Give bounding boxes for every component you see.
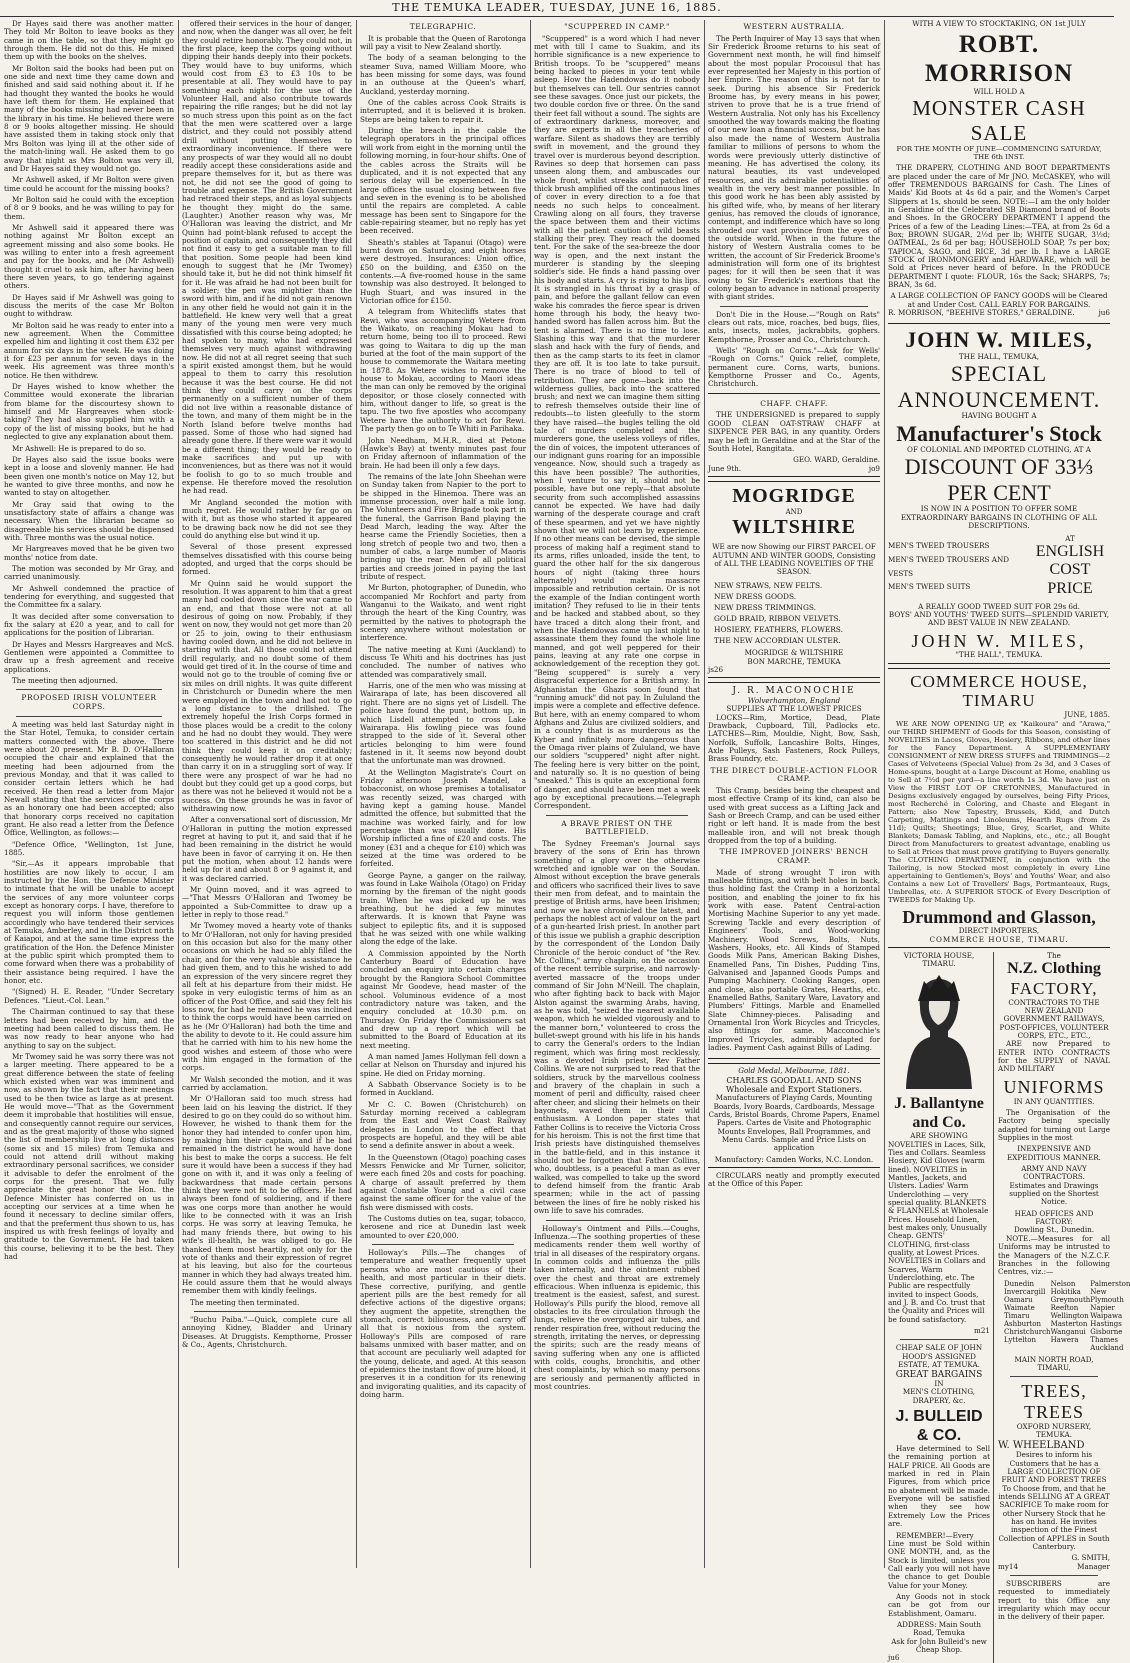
paragraph: George Payne, a ganger on the railway, was found in Lake Waihola (Otago) on Friday morning by the fireman of the night goods train. When he was picked up he was breathing, but he died a few minutes afterwards. It is known that Payne was subject to epileptic fits, and it is supposed that he was seized with one while walking along the edge of the lake. [360,870,526,947]
paragraph: Mr Bolton said he could with the exception of 8 or 9 books, and he was willing to pay for them. [4,194,174,221]
bulleid-exchange: Any Goods not in stock can be got from our Establishment, Oamaru. [888,1591,990,1618]
nz-clothing-ad [998,951,1130,1663]
lower-ad-row [888,951,1130,1663]
list-item: GOLD BRAID, RIBBON VELVETS. [714,614,841,624]
ballantyne-title: J. Ballantyne [894,1095,984,1113]
column-1 [4,20,174,1568]
chaff-signature: GEO. WARD, Geraldine. [793,455,880,465]
paragraph: offered their services in the hour of danger, and now, when the danger was all over, he felt they could retire honorably. They could not, in the first place, keep the corps going without dipping their hands deeply into their pockets. They would have to buy uniforms, which would cost from £3 to £3 10s to be presentable at all. They would have to pay something each night for the use of the Volunteer Hall, and also contribute towards repairing the rifle ranges; but he did not lay so much stress upon this point as on the fact that the men were scattered over a large district, and they could not possibly attend drill without putting themselves to extraordinary inconvenience. If there were any prospects of war they would all no doubt readily accept these considerations aside and prepare themselves for it, but as there was not, he did not see the good of going to trouble and expense. The British Government had retraced their steps, and as loyal subjects he thought they might do the same. (Laughter.) Another reason why was, Mr O'Halloran was leaving the district, and Mr Quinn had point-blank refused to accept the position of captain, and consequently they did not find it easy to get a suitable man to fill that position. Some people had been kind enough to suggest that he (Mr Twomey) should take it, but he did not think himself fit for it. He was afraid he had not been built for a soldier; the pen was mightier than the sword with him, and if he did not gain renown in any other field he would not gain it in the battlefield. He knew very well that a great many of the young men were very much dissatisfied with this course being adopted; he had spoken to many, who had expressed themselves very much against withdrawing now. He did not at all regret seeing that such a spirit existed amongst them, but he would appeal to them to carry this resolution because it was the best course. He did not think they could carry on the corps permanently on a sufficient number of them did not live within a reasonable distance of the town, and many of them might be in the North Island before twelve months had passed. Some of those who had signed had already gone there. If there were war it would be a different thing; they would be ready to make sacrifices and put up with inconveniences, but as there was not it would be foolish to go to so much trouble and expense. He therefore moved the resolution he had read. [182,19,352,496]
paragraph: The motion was seconded by Mr Gray, and carried unanimously. [4,563,174,582]
nz-the: The [1047,951,1061,961]
town-column [1004,1280,1051,1353]
column-2 [182,20,352,1568]
subscribers-notice: SUBSCRIBERS are requested to immediately report to this Office any irregularity which may occur in the delivery of their paper. [998,1579,1110,1622]
commerce-date: JUNE, 1885. [1064,710,1110,720]
commerce-house-ad [888,668,1110,948]
town-name: Hastings [1090,1320,1122,1329]
divider [194,1311,340,1312]
monster-cash-sale: MONSTER CASH SALE [912,96,1086,145]
mogridge-signature: MOGRIDGE & WILTSHIRE [744,648,844,658]
stocktaking-line: WITH A VIEW TO STOCKTAKING, ON 1st JULY [912,19,1086,28]
bench-cramp-body: Made of strong wrought T iron with malleable fittings, and with belt holes in back, thus holding fast the Cramp in a horizontal position, and enabling the joiner to fix his work with ease. Patent Central-action Mortising Machine Superior to any yet made. Screwing Tackle and every description of Engineers' Tools, and Wood-working Machinery. Wood Screws, Bolts, Nuts, Washers, Hooks, etc. All Kinds of Stamped Goods Milk Pans, American Baking Dishes, Enamelled Pans, Tin Dishes, Pudding Tins, Galvanised and Japanned Goods Pumps and Pumping Machinery. Cooking Ranges, open and close, also portable Grates, Hearths, etc. Enamelled Baths, Sanitary Ware, Lavatory and Plumbers' Fittings. Marble and Enamelled Slate Chimney-pieces. Palisading and Ornamental Iron Work Bicycles and Tricycles, also fittings for same. Macconochie's Improved Tricycles, admirably adapted for ladies. Payment Cash against Bills of Lading. [708,867,880,1052]
miles-signature: JOHN W. MILES, [911,630,1087,651]
victoria-house-heading: VICTORIA HOUSE, TIMARU. [903,951,975,969]
column-4 [534,20,700,1568]
bulleid-ask: Ask for John Bulleid's new Cheap Shop. [891,1636,987,1654]
miles-cost-price: COST PRICE [1047,561,1093,597]
floor-cramp-body: This Cramp, besides being the cheapest and most effective Cramp of its kind, can also be used with great success as a Lifting Jack and Sash or Breech Cramp, and can be used either right or left hand. It is made from the best malleable iron, and will not break though dropped from the top of a building. [708,785,880,846]
ballantyne-code: m21 [974,1326,990,1336]
trees-signature: G. SMITH, [1071,1553,1110,1563]
nz-inexpensive: INEXPENSIVE AND EXPEDITIOUS MANNER. [1007,1144,1101,1162]
town-name: Ashburton [1004,1320,1042,1329]
column-3 [360,20,526,1568]
special-announcement: SPECIAL ANNOUNCEMENT. [897,361,1101,412]
nz-estimates: Estimates and Drawings supplied on the Shortest Notice. [1009,1180,1099,1207]
queen-portrait-image [904,971,974,1091]
paragraph: Mr Twomey said he was sorry there was not a larger meeting. There appeared to be a great difference between the state of feeling which existed when war was imminent and now, as shown by the fact that their meetings used to be then twice as large as at present. He would move—"That as the Government deem it improbable that hostilities will ensue, and consequently cannot require our services, and as the great majority of those who signed the list of membership live at long distances (some six and 15 miles) from Temuka and could not attend drill without making extraordinary personal sacrifices, we consider it advisable to defer the enrolment of the corps for the present. That we fully appreciate the great honor the Hon. the Defence Minister has conferred on us in accepting our services at a time when he found it necessary to decline similar offers, and that the preferment thus shown to us, has inspired us with fresh feelings of loyalty and gratitude to the Government. He had taken this course, believing it to be the best. They had [4,1051,174,1262]
chaff-heading: CHAFF. CHAFF. [760,398,828,408]
town-column [1051,1280,1091,1353]
chaff-date: June 9th. [708,463,742,473]
town-name: Thames [1090,1336,1119,1345]
paragraph: Mr Ashwell said it appeared there was nothing against Mr Bolton except an agreement missing and also some books. He was willing to enter into a fresh agreement and pay for the books, and he (Mr Ashwell) thought it cruel to ask him, after having been there seven years, to go tendering against others. [4,222,174,291]
town-name: Greymouth [1050,1295,1091,1304]
paragraph: A Sabbath Observance Society is to be formed in Auckland. [360,1079,526,1098]
ballantyne-co: and Co. [912,1113,966,1131]
miles-name: JOHN W. MILES, [905,327,1093,353]
town-name: New Plymouth [1090,1287,1124,1304]
maconochie-title: J. R. MACONOCHIE [732,686,856,697]
holloway-ointment-ad: Holloway's Ointment and Pills.—Coughs, Influenza.—The soothing properties of these medicaments render them well worthy of trial in all diseases of the respiratory organs. In common colds and influenza the pills taken internally, and the ointment rubbed over the chest and throat are extremely efficacious. When influenza is epidemic, this treatment is the easiest, safest, and surest. Holloway's Pills purify the blood, remove all obstacles to its free circulation through the lungs, relieve the overgorged air tubes, and render respiration free, without reducing the strength, irritating the nerves, or depressing the spirits; such are the ready means of saving suffering when any one is afflicted with colds, coughs, bronchitis, and other chest complaints, by which so many persons are seriously and permanently afflicted in most countries. [534,1223,700,1392]
divider [546,1220,688,1221]
holloway-pills-ad: Holloway's Pills.—The changes of temperature and weather frequently upset persons who are most cautious of their health, and most particular in their diets. These corrective, purifying, and gentle aperient pills are the best remedy for all defective actions of the digestive organs; they augment the appetite, strengthen the stomach, correct biliousness, and carry off all that is noxious from the system. Holloway's Pills are composed of rare balsams unmixed with baser matter, and on that account are peculiarly well adapted for the young, delicate, and aged. At this season of epidemics the instant flow of pure blood, it preserves it in a condition for its renewing and invigorating qualities, and its capacity of doing harm. [360,1248,526,1399]
paragraph: Mr O'Halloran said too much stress had been laid on his leaving the district. If they desired to go on they could do so without him. However, he wished to thank them for the honor they had intended to confer upon him, by making him their captain, and if he had remained in the district he would have done his best to make the corps a success. He felt sure it would have been a success if they had gone on with it, and it was only a feeling of backwardness that made certain persons think they were not fit to be officers. He had always been fond of soldiering, and if there was one corps more than another he would like to be connected with it was an Irish corps. He was sorry at leaving Temuka, he had many friends there, but owing to his wife's ill-health, he was obliged to go. He thanked them most heartily, not only for the vote of thanks and their expression of regret at his leaving, but also for the courteous manner in which they had always treated him. He could assure them that he would always remember them with kindly feelings. [182,1094,352,1296]
paragraph: Sheath's stables at Tapanui (Otago) were burnt down on Saturday, and eight horses were destroyed. Insurances: Union office, £50 on the building, and £350 on the contents.—A five-roomed house in the same township was also destroyed. It belonged to Hugh Stuart, and was insured in the Victorian office for £150. [360,237,526,305]
western-australia-article [708,35,880,302]
column-rule [704,20,705,1568]
library-report [4,20,174,685]
paragraph: After a conversational sort of discussion, Mr O'Halloran in putting the motion expressed regret at having to put it, and said that if he had been remaining in the district he would have been in favor of carrying it on. He then put the motion, when about 12 hands were held up for it and about 8 or 9 against it, and it was declared carried. [182,815,353,883]
town-name: Oamaru [1004,1295,1033,1304]
nz-dunedin: Dowling St., Dunedin. [1013,1225,1095,1235]
mogridge-title: MOGRIDGE [732,484,856,507]
drummond-sub: DIRECT IMPORTERS, [958,926,1040,936]
ballantyne-ad [888,952,994,1663]
miles-items [888,539,1030,594]
divider [1010,1575,1098,1576]
town-name: Dunedin [1004,1279,1034,1288]
miles-english: ENGLISH [1035,542,1105,560]
town-name: Hawera [1050,1336,1079,1345]
nz-uniforms: UNIFORMS [1003,1076,1105,1097]
paragraph: In the Queenstown (Otago) poaching cases Messrs Fenwicke and Mr Turner, solicitor, were each fined 20s and costs for poaching. A charge of assault preferred by them against Constable Young and a civil case against the same officer for the value of the fish were dismissed with costs. [360,1152,526,1212]
town-name: Napier [1090,1303,1115,1312]
paragraph: John Needham, M.H.R., died at Petone (Hawke's Bay) at twenty minutes past four on Friday afternoon of inflammation of the brain. He had been ill only a few days. [360,435,526,470]
paragraph: "Sir,—As it appears improbable that hostilities are now likely to occur, I am instructed by the Hon. the Defence Minister to intimate that he will be unable to accept the services of any more volunteer corps except as honorary corps. I have, therefore to request you will inform those gentlemen accordingly who have tendered their services at Temuka, Amberley, and in the District north of Kaiapoi, and at the same time express the gratification of the Hon. the Defence Minister at the public spirit which prompted them to come forward when there was a probability of their assistance being required. I have the honor, etc. [4,859,174,986]
wiltshire-title: WILTSHIRE [732,516,856,539]
nz-clothing-title: N.Z. Clothing [1007,960,1101,978]
irish-corps-continued [182,20,352,1307]
paragraph: Mr Walsh seconded the motion, and it was carried by acclamation. [182,1074,352,1092]
drummond-place: COMMERCE HOUSE, TIMARU. [929,934,1069,944]
paragraph: Mr Angland seconded the motion with much regret. He would rather by far go on with it, but as those who started it appeared to be drawing back now he did not see they could do anything else but wind it up. [182,497,352,540]
ballantyne-body: NOVELTIES in Laces, Silk, Ties and Collars. Seamless Hosiery, Kid Gloves (warm lined). NOVELTIES in Mantles, Jackets, and Ulsters. Ladies' Warm Underclothing — very special quality. BLANKETS & FLANNELS at Wholesale Prices. Household Linen, best makes only, Unusually Cheap. GENTS' CLOTHING, first-class quality, at Lowest Prices. NOVELTIES in Collars and Scarves, Warm Underclothing, etc. The Public are respectfully invited to inspect Goods, and J. B. and Co. trust that the Quality and Prices will be found satisfactory. [888,1139,989,1324]
goodall-factory: Manufactory: Camden Works, N.C. London. [714,1154,874,1164]
town-column [1090,1280,1130,1353]
masthead: THE TEMUKA LEADER, TUESDAY, JUNE 16, 1885. [0,0,1114,17]
paragraph: A man named James Hollyman fell down a cellar at Nelson on Thursday and injured his spine. He died on Friday morning. [360,1051,526,1078]
divider [16,689,162,690]
town-name: Nelson [1050,1279,1076,1288]
mogridge-code: js26 [708,665,724,675]
floor-cramp-heading: THE DIRECT DOUBLE-ACTION FLOOR CRAMP. [710,765,878,784]
mogridge-place: BON MARCHE, TEMUKA [747,656,841,666]
paragraph: A telegram from Whitecliffs states that Rewi, who was accompanying Wetere from the Waikato, on reaching Mokau had to return home, being too ill to proceed. Rewi was going to Waitara to dig up the man buried at the foot of the main support of the house to commemorate the Waitara meeting in 1878. As Wetere wishes to remove the house to Mokau, according to Maori ideas the man can only be removed by the original depositor, or those closely connected with him, without danger to life, so great is the tapu. The two five apostles who accompany Wetere have the authority to act for Rewi. The party then go on to Te Whiti in Parihaka. [360,307,526,434]
paragraph: The Customs duties on tea, sugar, tobacco, kerosene and rice at Dunedin last week amounted to over £20,000. [360,1214,526,1240]
miles-signature-place: "THE HALL", TEMUKA. [955,650,1043,660]
paragraph: The native meeting at Kuni (Auckland) to discuss Te Whiti and his doctrines has just concluded. The number of natives who attended was comparatively small. [360,644,526,679]
column-rule [884,20,885,1568]
maconochie-line: SUPPLIES AT THE LOWEST PRICES [726,704,862,714]
column-5 [708,20,880,1568]
column-6 [888,19,1130,1663]
bulleid-code: ju6 [888,1653,900,1663]
morrison-month: FOR THE MONTH OF JUNE—COMMENCING SATURDAY, THE 6th INST. [896,145,1102,162]
town-name: Lyttelton [1004,1336,1037,1345]
divider [720,306,868,307]
morrison-fancy: A LARGE COLLECTION OF FANCY GOODS will be Cleared at and Under Cost. CALL EARLY FOR BARGAINS. [890,291,1108,309]
paragraph: Mr Ashwell asked, if Mr Bolton were given time could he account for the missing books? [4,175,174,193]
list-item: MEN'S TWEED SUITS [888,582,971,592]
nz-army: ARMY AND NAVY CONTRACTORS. [1021,1164,1087,1182]
nz-prepared: ARE now Prepared to ENTER INTO CONTRACTS for the SUPPLY of NAVAL AND MILITARY [998,1039,1110,1074]
morrison-will: WILL HOLD A [973,88,1025,97]
maconochie-body: LOCKS—Rim, Mortice, Dead, Plate Drawback, Cupboard, Till, Padlocks etc. LATCHES—Rim, Mouldie, Night, Bow, Sash, Norfolk, Suffolk, Lancashire Bolts, Hinges, Axle Pulleys, Sash Fasteners, Rock Pulleys, Brass Foundry, etc. [708,712,880,764]
brave-priest-article [534,840,700,1215]
miles-boys: BOYS' AND YOUTHS' TWEED SUITS—SPLENDID VARIETY, AND BEST VALUE IN NEW ZEALAND. [888,609,1110,628]
ballantyne-showing: ARE SHOWING [910,1131,968,1141]
paragraph: Mr Hargreaves moved that he be given two months' notice from date. [4,544,174,562]
morrison-signature: R. MORRISON, "BEEHIVE STORES," GERALDINE. [888,308,1075,318]
nz-factory-title: FACTORY, [1010,978,1098,998]
trees-title: TREES, TREES [1021,1381,1087,1423]
western-australia-heading: WESTERN AUSTRALIA. [743,22,845,31]
nz-any: IN ANY QUANTITIES. [1013,1096,1095,1106]
buchu-paiba-ad: "Buchu Paiba."—Quick, complete cure all annoying Kidney, Bladder and Urinary Diseases. At Druggists. Kempthorne, Prosser & Co., Agents, Christchurch. [182,1314,352,1349]
column-rule [178,20,179,1568]
miles-of: OF COLONIAL AND IMPORTED CLOTHING, AT A [907,445,1091,455]
paragraph: Harris, one of the men who was missing at Wairarapa of late, has been discovered all right. There are no signs yet of Lisdell. The police have found the punt, bottom up, in which Lisdell attempted to cross Lake Wairarapa. His fowling piece was found strapped to the side of it. Several other articles belonging to him were found fastened in it. It seems now beyond doubt that the unfortunate man was drowned. [360,681,526,766]
town-name: Wanganui [1050,1328,1086,1337]
miles-place: THE HALL, TEMUKA, [958,351,1040,361]
trees-manager: Manager [1077,1561,1110,1571]
paragraph: One of the cables across Cook Straits is interrupted, and it is believed it is broken. Steps are being taken to repair it. [360,98,526,124]
town-name: Wellington [1050,1311,1089,1320]
town-name: Invercargill [1004,1287,1046,1296]
circulars-ad: CIRCULARS neatly and promptly executed at the Office of this Paper. [708,1170,880,1189]
paragraph: Mr Bolton said he was ready to enter into a new agreement. When the Committee expelled him and lighting it cost them £32 per annum for six days in the week. He was doing it for £23 per annum for seven days in the week. His agreement was three month's notice. He then withdrew. [4,320,174,380]
paragraph: The meeting then terminated. [190,1297,300,1307]
miles-ad [888,323,1110,663]
paragraph: "Scuppered" is a word which I had never met with till I came to Suakim, and its horrible significance is a new experience to British troops. To be "scuppered" means being hacked to pieces in your tent while asleep. How the Hadendowas do it nobody but themselves can tell. Our sentries cannot see these savages. Once just our pickets, the two double cordon five or three. On the sand their feet fall without a sound. The sights are of extraordinary darkness, moreover, and they are experts in all the treacheries of warfare. Silent as shadows they are terribly swift in movement, and the ground they travel over is murderous beyond description. Ravines so deep that horsemen can pass unseen along them, and ambuscades our whole front, whilst streaks and patches of thick brush amplified off the continuous lines of cover in every direction to a foe that needs no such helps to concealment. Crawling along on all fours, they traverse the space between them and their victims with all the patient caution of wild beasts stalking their prey. They reach the doomed tent. For the sake of the sea-breeze the door way is open, and the next instant the murderer is standing by the sleeping soldier's side. He finds a hand passing over his body and starts. A cry is rising to his lips. It is strangled in his throat by a grasp of pain, and before the gallant fellow can even wake his comrades the fierce spear is driven home through his body, the heavy two-handed sword has fallen across him. But the tent is alarmed. There is no time to lose. Slashing this way and that the murderer slash and hack with the fury of fiends, and then as the camp starts to its feet in clamor they are off. It is too late to take pursuit. There is no trace of blood to tell of retribution. They are gone—back into the wilderness gullies, back into the scattered brush; and next we can imagine them sitting to refresh themselves outside their line of redoubts—to listen gleefully to the storm they have raised—the bugles telling the old tale of murders completed and the murderers gone, the useless volleys of rifles, the din of voices, the impotent utterances of our indignant guns roaring for an impossible vengeance. Now, should such a tragedy as this have been possible? The authorities, when I venture to say it, should not be possible, have but one reply—that absolute security from such accomplished assassins cannot be expected. We have had daily warning of the desperate courage and craft of these spearmen, and yet we have nightly shown that we will not learn by experience. If no other means can be devised, the simple process of making half a regiment stand to its arms, rifles unloaded, inside the tent, to guard the other half for the six dangerous hours of night (taking three hours alternately) would make massacre impossible and retribution certain. Or is not the example of the Indian contingent worth imitation? They refused to lie in their tents and be hacked and stabbed about, so they have traced a ditch along their front, and when the Hadendowas came up last night to assassinate them they found the whole line manned, and got well peppered for their pains, leaving at any rate one corpse in acknowledgement of the reception they got. "Being scuppered" is surely a very disgraceful experience for a British army. In Afghanistan the Ghazis soon found that "running amuck" did not pay. In Zululand the impis were a complete and effective defence. But here, with an enemy compared to whom Afghans and Zulus are civilized soldiers, and in a country that is as murderous as the Kyber and infinitely more dangerous than the Omaga river plains of Zululand, we have our soldiers "scuppered" night after night. The feeling here is very bitter on the point, and naturally so. It is no question of being "sneaked." This is quite an exceptional form of danger, and should have been met a week ago by exceptional precautions.—Telegraph Correspondent. [534,33,700,811]
trees-code: my14 [998,1561,1019,1571]
list-item: MEN'S TWEED TROUSERS [888,541,990,551]
town-name: Timaru [1004,1311,1030,1320]
paragraph: A meeting was held last Saturday night in the Star Hotel, Temuka, to consider certain matters connected with the above. There were about 20 present. Mr B. D. O'Halloran occupied the chair and explained that the meeting had been adjourned from the previous Monday, and that it was called to consider certain letters which he had received. He then read a letter from Major Newall stating that the services of the corps as an honorary one had been accepted; also that honorary corps received no capitation grant. He also read a letter from the Defence Office, Wellington, as follows:— [4,719,174,838]
drummond-title: Drummond and Glasson, [902,906,1096,927]
nz-contractors: CONTRACTORS TO THE NEW ZEALAND GOVERNMENT RAILWAYS, POST-OFFICES, VOLUNTEER CORPS, ETC., ETC., [999,997,1109,1041]
town-name: Christchurch [1004,1328,1051,1337]
rough-on-corns-ad: Wells' "Rough on Corns."—Ask for Wells' "Rough on Corns." Quick relief, complete, permanent cure. Corns, warts, bunions. Kempthorne Prosser and Co., Agents, Christchurch. [708,346,880,389]
list-item: NEW DRESS TRIMMINGS. [714,602,817,612]
paragraph: "(Signed) H. E. Reader, "Under Secretary Defences. "Lieut.-Col. Lean." [4,987,174,1005]
paragraph: Dr Hayes wished to know whether the Committee would exonerate the librarian from blame for the discourtesy shown to himself and Mr Hargreaves when stock-taking? They had also supplied him with a copy of the list of missing books, but he had neglected to give any explanation about them. [4,382,174,442]
telegraphic-heading: TELEGRAPHIC. [409,22,477,31]
paragraph: The Perth Inquirer of May 13 says that when Sir Frederick Broome returns to his seat of Government next month, he will find himself about the most popular Procousul that has ever represented her Majesty in this portion of her Empire. The reason of this is not far to seek. During his absence Sir Frederick Broome has, by every means in his power, striven to prove that he is a true friend of Western Australia. Not only has his Excellency smoothed the way towards making the floating of our new loan a financial success, but he has also made the name of Western Australia familiar to millions of persons to whom the words were previously utterly distinctive of meaning. He has advertised the colony, its natural beauties, its vast undeveloped resources, and its admirable potentialities of wealth in the very best manner possible. In this good work he has been ably assisted by his gifted wife, who, by means of her literary genius, has removed the clouds of ignorance, contempt, and indifference which have so long shrouded our vast province from the eyes of the outside world. When in the future the history of Western Australia comes to be written, the account of Sir Frederick Broome's administration will form one of its brightest pages; for it will then be seen that it was owing to Sir Frederick's exertions that the colony began to advance in national prosperity with giant strides. [708,33,880,302]
trees-body: Desires to inform his Customers that he has a LARGE COLLECTION OF FRUIT AND FOREST TREES To Choose from, and that he intends SELLING AT A GREAT SACRIFICE To make room for other Nursery Stock that he has on hand. He invites inspection of the Finest Collection of APPLES in South Canterbury. [998,1450,1110,1552]
paragraph: Dr Hayes also said the issue books were kept in a loose and slovenly manner. He had been given one month's notice on May 12, but he wanted to give three months, and now he wanted to stay on altogether. [4,454,174,498]
column-rule [356,20,357,1568]
nz-organisation: The Organisation of the Factory being specially adapted for turning out Large Supplies in the most [998,1108,1110,1143]
paragraph: The remains of the late John Sheehan were on Sunday taken from Napier to the port to be shipped in the Hinemoa. There was an immense procession, over half a mile long. The Volunteers and Fire Brigade took part in the funeral, the Garrison Band playing the Dead March, leading the way. After the hearse came the Friendly Societies, then a long stretch of people two and two, then a number of cabs, a large number of Maoris bringing up the rear. Men of all political parties and creeds joined in paying the last tribute of respect. [360,471,526,581]
scuppered-heading: "SCUPPERED IN CAMP." [564,22,670,31]
paragraph: Mr Twomey moved a hearty vote of thanks to Mr O'Halloran, not only for having presided on this occasion but also for the many other occasions on which he had so ably filled the chair, and for the very valuable assistance he had given them, and to this he wished to add an expression of the very sincere regret they all felt at his departure from their midst. He spoke in very eulogistic terms of him as an officer of the Post Office, and said they felt his loss now, for had he remained he was inclined to think the corps would have been carried on as he (Mr O'Halloran) had both the time and the ability to devote to it. He could assure him that he carried with him to his new home the good wishes and esteem of those who were with him engaged in the formation of the corps. [182,921,352,1073]
town-name: Hokitika [1050,1287,1081,1296]
goodall-medal: Gold Medal, Melbourne, 1881. [738,1066,850,1076]
divider [546,815,688,816]
paragraph: Dr Hayes said there was another matter. They told Mr Bolton to leave books as they came in on the table, so that they might go through them. He did not do this. He mixed them up with the books on the shelves. [4,19,174,62]
town-name: Reefton [1050,1303,1079,1312]
paragraph: Mr Bolton said the books had been put on one side and next time they came down and finished and said said nothing about it. If he had thought they wanted the books he would have left them for them. He explained that many of the books missing had never been in the library in his time. He believed there were 8 or 9 books altogether missing. He should have assisted them in taking stock only that Mrs Bolton was lying ill at the other side of the match-lining wall. He asked them to go away that night as Mrs Bolton was very ill, and Dr Hayes said they would not go. [4,63,174,173]
morrison-code: ju6 [1098,308,1110,318]
goodall-ad [708,1063,880,1168]
hood-in: IN [934,1378,944,1388]
commerce-title: COMMERCE HOUSE, TIMARU [910,671,1088,711]
nz-main-road: MAIN NORTH ROAD, TIMARU, [1014,1354,1094,1372]
brave-priest-heading: A BRAVE PRIEST ON THE BATTLEFIELD. [561,818,673,837]
paragraph: At the Wellington Magistrate's Court on Friday afternoon Joseph Mandel, a tobacconist, on whose premises a totalisator was recently seized, was charged with having kept a gaming house. Mandel admitted the offence, but submitted that the machine was worked fairly, and for low percentage than was usually done. His Worship inflicted a fine of £20 and costs. The money (£31 and a cheque for £10) which was seized at the time was ordered to be forfeited. [360,767,526,869]
paragraph: The Sydney Freeman's Journal says bravery of the sons of Erin has thrown something of a glory over the otherwise wretched and ignoble war on the Soudan. Almost without exception the brave generals and officers who sacrificed their lives to save their men from defeat, and to maintain the prestige of British arms, have been Irishmen; and now we have chronicled the latest, and perhaps the noblest act of valour on the part of a gun-hearted Irish priest. In another part of this issue we publish a graphic description by the correspondent of the London Daily Chronicle of the heroic conduct of "the Rev. Mr. Collins," army chaplain, on the occasion of the recent terrible surprise, and narrowly-averted massacre of the troops under command of Sir John M'Neill. The chaplain, who after fighting back to back with Major Alston against the swarming Arabs, having, as he was told, "seized the nearest available weapon, which he wielded vigorously and to the manner born," volunteered to cross the bullet-swept ground with his life in his hands to carry the General's orders to the Indian regiment, which was firing most recklessly, was a devoted Irish priest, Rev Father Collins. We are not surprised to read that the soldiers, struck by the marvellous coolness and bravery of the chaplain in such a moment of peril and difficulty, raised cheer after cheer, and slicing their helmets on their bayonets, waved them in their wild enthusiasm. A London paper states that Father Collins is to receive the Victoria Cross for his heroism. This is not the first time that Irish priests have distinguished themselves in the battle-field, and in this instance it should not be forgotten that Father Collins, who, doubtless, is a peaceful a man as ever walked, was compelled to take up the sword to defend himself from the frantic Arab spearmen; while in the act of passing between the lines of fire he nobly risked his own life to save his comrades. [534,839,700,1216]
divider [16,716,162,717]
paragraph: Mr Gray said that owing to the unsatisfactory state of affairs a change was necessary. When the librarian became so disagreeable his services should be dispensed with. Three months was the usual notice. [4,499,174,542]
bulleid-title: J. BULLEID & CO. [895,1407,983,1444]
irish-corps-heading: PROPOSED IRISH VOLUNTEER CORPS. [21,693,157,712]
miles-at: AT [1065,533,1075,543]
maconochie-sub: Wolverhampton, England [747,695,841,705]
list-item: MEN'S TWEED TROUSERS AND VESTS [888,554,1009,578]
paragraph: A Commission appointed by the North Canterbury Board of Education have concluded an enquiry into certain charges brought by the Rangiora School Committee against Mr Goodeve, head master of the school. Voluminous evidence of a most contradictory nature was taken, and the enquiry concluded at 10.30 p.m. on Thursday. On Friday the Commissioners sat and drew up a report which will be submitted to the Board of Education at its next meeting. [360,948,526,1050]
town-name: Auckland [1090,1344,1124,1353]
list-item: THE NEW ACCORDIAN ULSTER. [714,636,841,646]
goodall-body: Manufacturers of Playing Cards, Mounting Boards, Ivory Boards, Cardboards, Message Cards, Bristol Boards, Chrome Papers, Enamel Papers. Cartes de Visite and Photographic Mounts Envelopes, Ball Programmes, and Menu Cards. Sample and Price Lists on application [708,1093,880,1153]
goodall-heading: CHARLES GOODALL AND SONS Wholesale and Export Stationers. [725,1075,863,1094]
rough-on-rats-ad: Don't Die in the House.—"Rough on Rats" clears out rats, mice, roaches, bed bugs, flies, ants, insects, moles, jackrabbits, gophers. Kempthorne, Prosser and Co., Christchurch. [708,309,880,344]
mogridge-intro: WE are now Showing our FIRST PARCEL OF AUTUMN AND WINTER GOODS, Consisting of ALL THE LEADING NOVELTIES OF THE SEASON. [712,542,876,577]
bulleid-remember: REMEMBER!—Every Line must be Sold within ONE MONTH, and, as the Stock is limited, unless you Call early you will not have the chance to get Double Value for your Money. [888,1530,990,1590]
trees-sub: OXFORD NURSERY, TEMUKA. [1016,1421,1092,1440]
divider [900,1339,978,1340]
hood-heading: CHEAP SALE OF JOHN HOOD'S ASSIGNED ESTATE, AT TEMUKA. [895,1343,983,1370]
town-name: Waimate [1004,1303,1035,1312]
scuppered-article [534,35,700,811]
list-item: NEW STRAWS, NEW FELTS. [714,580,823,590]
morrison-body: THE DRAPERY, CLOTHING AND BOOT DEPARTMENTS are placed under the care of Mr JNO. McCASKEY, who will offer TREMENDOUS BARGAINS for Cash. The Lines of Maids' Kid Boots at 4s 6d a pair, and the Women's Carpet Slippers at 1s, should be seen. NOTE:—I am the only holder in Geraldine of the Celebrated SB Diamond brand of Boots and Shoes. In the GROCERY DEPARTMENT I append the Prices of a few of the Leading Lines:—TEA, at from 2s 6d a Box; BROWN SUGAR, 2½d per lb; WHITE SUGAR, 3½d; OATMEAL, 2s 6d per bag; HOUSEHOLD SOAP, 7s per box; TAPIOCA, SAGO, and RICE, 3d per lb. I have a LARGE STOCK of IRONMONGERY and HARDWARE, which will be Sold at Prices never heard of before. In the PRODUCE DEPARTMENT I quote: FLOUR, 16s the Sack; SHARPS, 7s; BRAN, 3s 6d. [888,163,1110,289]
paragraph: "Defence Office, "Wellington, 1st June, 1885. [4,839,174,857]
paragraph: Mr C. C. Bowen (Christchurch) on Saturday morning received a cablegram from the East and West Coast Railway delegates in London to the effect that prospects are hopeful, and they will be able to send a definite answer in about a week. [360,1099,526,1151]
miles-having: HAVING BOUGHT A [961,411,1037,421]
list-item: NEW DRESS GOODS. [714,591,797,601]
paragraph: Mr Quinn moved, and it was agreed to—"That Messrs O'Halloran and Twomey be appointed a Sub-Committee to draw up a letter in reply to those read." [182,885,352,920]
town-name: Gisborne [1090,1328,1123,1337]
paragraph: Mr Ashwell condemned the practice of tendering for everything, and suggested that the Committee fix a salary. [4,583,174,610]
paragraph: Dr Hayes and Messrs Hargreaves and McS. Gentlemen were appointed a Committee to draw up a fresh agreement and receive applications. [4,639,174,674]
paragraph: The Chairman continued to say that these letters had been received by him, and the meeting had been called to discuss them. He was now ready to hear anyone who had anything to say on the subject. [4,1007,174,1050]
mogridge-and: AND [785,508,803,517]
paragraph: Mr Burton, photographer, of Dunedin, who accompanied Mr Rochfort and party from Wanganui to the Waikato, and went right through the heart of the King Country, was permitted by the natives to photograph the scenery anywhere without molestation or interference. [360,583,526,643]
miles-tweed: A REALLY GOOD TWEED SUIT FOR 29s 6d. [918,601,1080,611]
hood-items: MEN'S CLOTHING, DRAPERY, &c. [902,1387,976,1405]
paragraph: The meeting then adjourned. [12,676,118,686]
chaff-code: jo9 [868,463,880,473]
divider [372,1244,514,1245]
paragraph: It was decided after some conversation to fix the salary at £20 a year, and to call for applications for the position of Librarian. [4,611,174,638]
paragraph: The body of a seaman belonging to the steamer Suva, named William Moore, who has been missing for some days, was found in an outhouse at the Queen's wharf, Auckland, yesterday morning. [360,53,526,96]
mogridge-ad [708,481,880,679]
town-name: Waipawa [1090,1311,1123,1320]
hood-great: GREAT BARGAINS [895,1369,983,1380]
bulleid-address: ADDRESS: Main South Road, Temuka [896,1619,982,1638]
bench-cramp-heading: THE IMPROVED JOINERS' BENCH CRAMP. [719,847,869,866]
nz-note: NOTE.—Measures for all Uniforms may be intrusted to the Managers of the N.Z.C.F. Branches in the following Centres, viz.:— [998,1233,1110,1277]
column-rule [530,20,531,1568]
paragraph: Several of those present expressed themselves dissatisfied with this course being adopted, and urged that the corps should be formed. [182,542,352,577]
paragraph: It is probable that the Queen of Rarotonga will pay a visit to New Zealand shortly. [360,33,526,52]
divider [1010,1376,1098,1377]
manufacturers-stock: Manufacturer's Stock [896,420,1102,446]
commerce-body: WE ARE NOW OPENING UP, ex "Kaikoura" and "Arawa," our THIRD SHIPMENT of Goods for this Season, consisting of NOVELTIES in Laces, Gloves, Hosiery, Ribbons, and other lines for the Fancy Department. A SUPPLEMENTARY CONSIGNMENT of NEW DRESS STUFFS and TRIMMINGS—2 Cases of Velveteens (Special Value) from 2s 3d, and 3 Cases of Home-spuns, bought at a Large Discount at Home, enabling us to Sell at 7½d per yard—a line worth 1s 3d. We have just on View the FIRST LOT OF CRETONNES, Manufactured in Designs exclusively engaged by ourselves, being Fifty Prices, most Recherché in Coloring, and Chaste and Elegant in Pattern; also New Tapestry, Brussels, Kidd, and Dutch Carpeting, Mattings and Linoleums, Hearth Rugs (from 2s 11d); Quilts; Sheetings; Blue, Grey, Scarlet, and White Blankets; Damask Tabling, and Napkins, etc., etc.; all Bought Direct from Manufacturers to greatest advantage, enabling us to Sell at Prices that must prove gratifying to Buyers generally. The CLOTHING DEPARTMENT, in conjunction with the Tailoring, is now Stocked most completely in every Line appertaining to Gentlemen's, Boys' and Youths' Wear, and also Contains a new Lot of Travellers' Bags, Portmanteaux, Rugs, Umbrellas, etc. A SUPERIOR STOCK of Every Description of TWEEDS for Making Up. [888,719,1110,904]
nz-head-offices: HEAD OFFICES AND FACTORY: [1014,1208,1094,1227]
mogridge-items [708,580,880,647]
morrison-name: ROBT. MORRISON [924,31,1074,88]
town-name: Palmerston [1090,1279,1130,1288]
list-item: HOSIERY, FEATHERS, FLOWERS. [714,625,843,635]
miles-discount: DISCOUNT OF 33⅓ PER CENT [904,454,1094,505]
paragraph: Mr Quinn said he would support the resolution. It was apparent to him that a great many had cooled down since the war came to an end, and that those were not at all desirous of going on now. Probably, if they went on now, they would not get more than 20 or 25 to join, owing to their enthusiasm having cooled down, and he did not believe in starting with that. All those could not attend drill regularly, and no doubt some of them would get tired of it. In the course of time and would not go to the trouble of coming five or six miles on drill nights. It was quite different in Christchurch or Dunedin where the men were employed in the town and had not to go a long distance to the drillshed. The extremely hopeful the Irish Corps formed in those places would be a credit to the colony and he had no doubt they would. They were too scattered in this district and he did not think they could keep it on creditably; consequently he would rather drop it at once than carry it on in a struggling sort of way. If there were any prospect of war he had no doubt but they could get up a good corps, but as there was not he believed it would not be a success. On these grounds he was in favor of withdrawing now. [182,578,352,813]
chaff-body: THE UNDERSIGNED is prepared to supply GOOD CLEAN OAT-STRAW CHAFF at SIXPENCE PER BAG, in any quantity. Orders may be left in Geraldine and at the Star of the South Hotel, Rangitata. [708,410,880,453]
telegraphic-news [360,35,526,1240]
trees-wheelband: W. WHEELBAND [998,1439,1085,1451]
bulleid-body: Have determined to Sell the remaining portion at HALF PRICE. All Goods are marked in red in Plain Figures, from which price no abatement will be made. Everyone will be satisfied when they see how Extremely Low the Prices are. [888,1444,990,1529]
paragraph: Dr Hayes said if Mr Ashwell was going to discuss the merits of the case Mr Bolton ought to withdraw. [4,292,174,319]
maconochie-ad [708,682,880,1059]
paragraph: During the breach in the cable the telegraph operators in the principal offices will work from eight in the morning until the following morning, in four-hour shifts. One of the cables across the Straits will be duplicated, and it is not expected that any serious delay will be experienced. In the large offices the usual closing between five and seven in the evening is to be abolished until the repairs are completed. A cable message has been sent to Singapore for the cable-repairing steamer, but no reply has yet been received. [360,126,526,236]
chaff-ad [708,393,880,477]
nz-branch-towns [1004,1279,1130,1353]
miles-position: IS NOW IN A POSITION TO OFFER SOME EXTRAORDINARY BARGAINS IN CLOTHING OF ALL DESCRIPTIONS. [900,504,1098,531]
town-name: Masterton [1050,1320,1088,1329]
irish-corps-article [4,721,174,1262]
paragraph: Mr Ashwell: He is prepared to do so. [12,443,147,453]
